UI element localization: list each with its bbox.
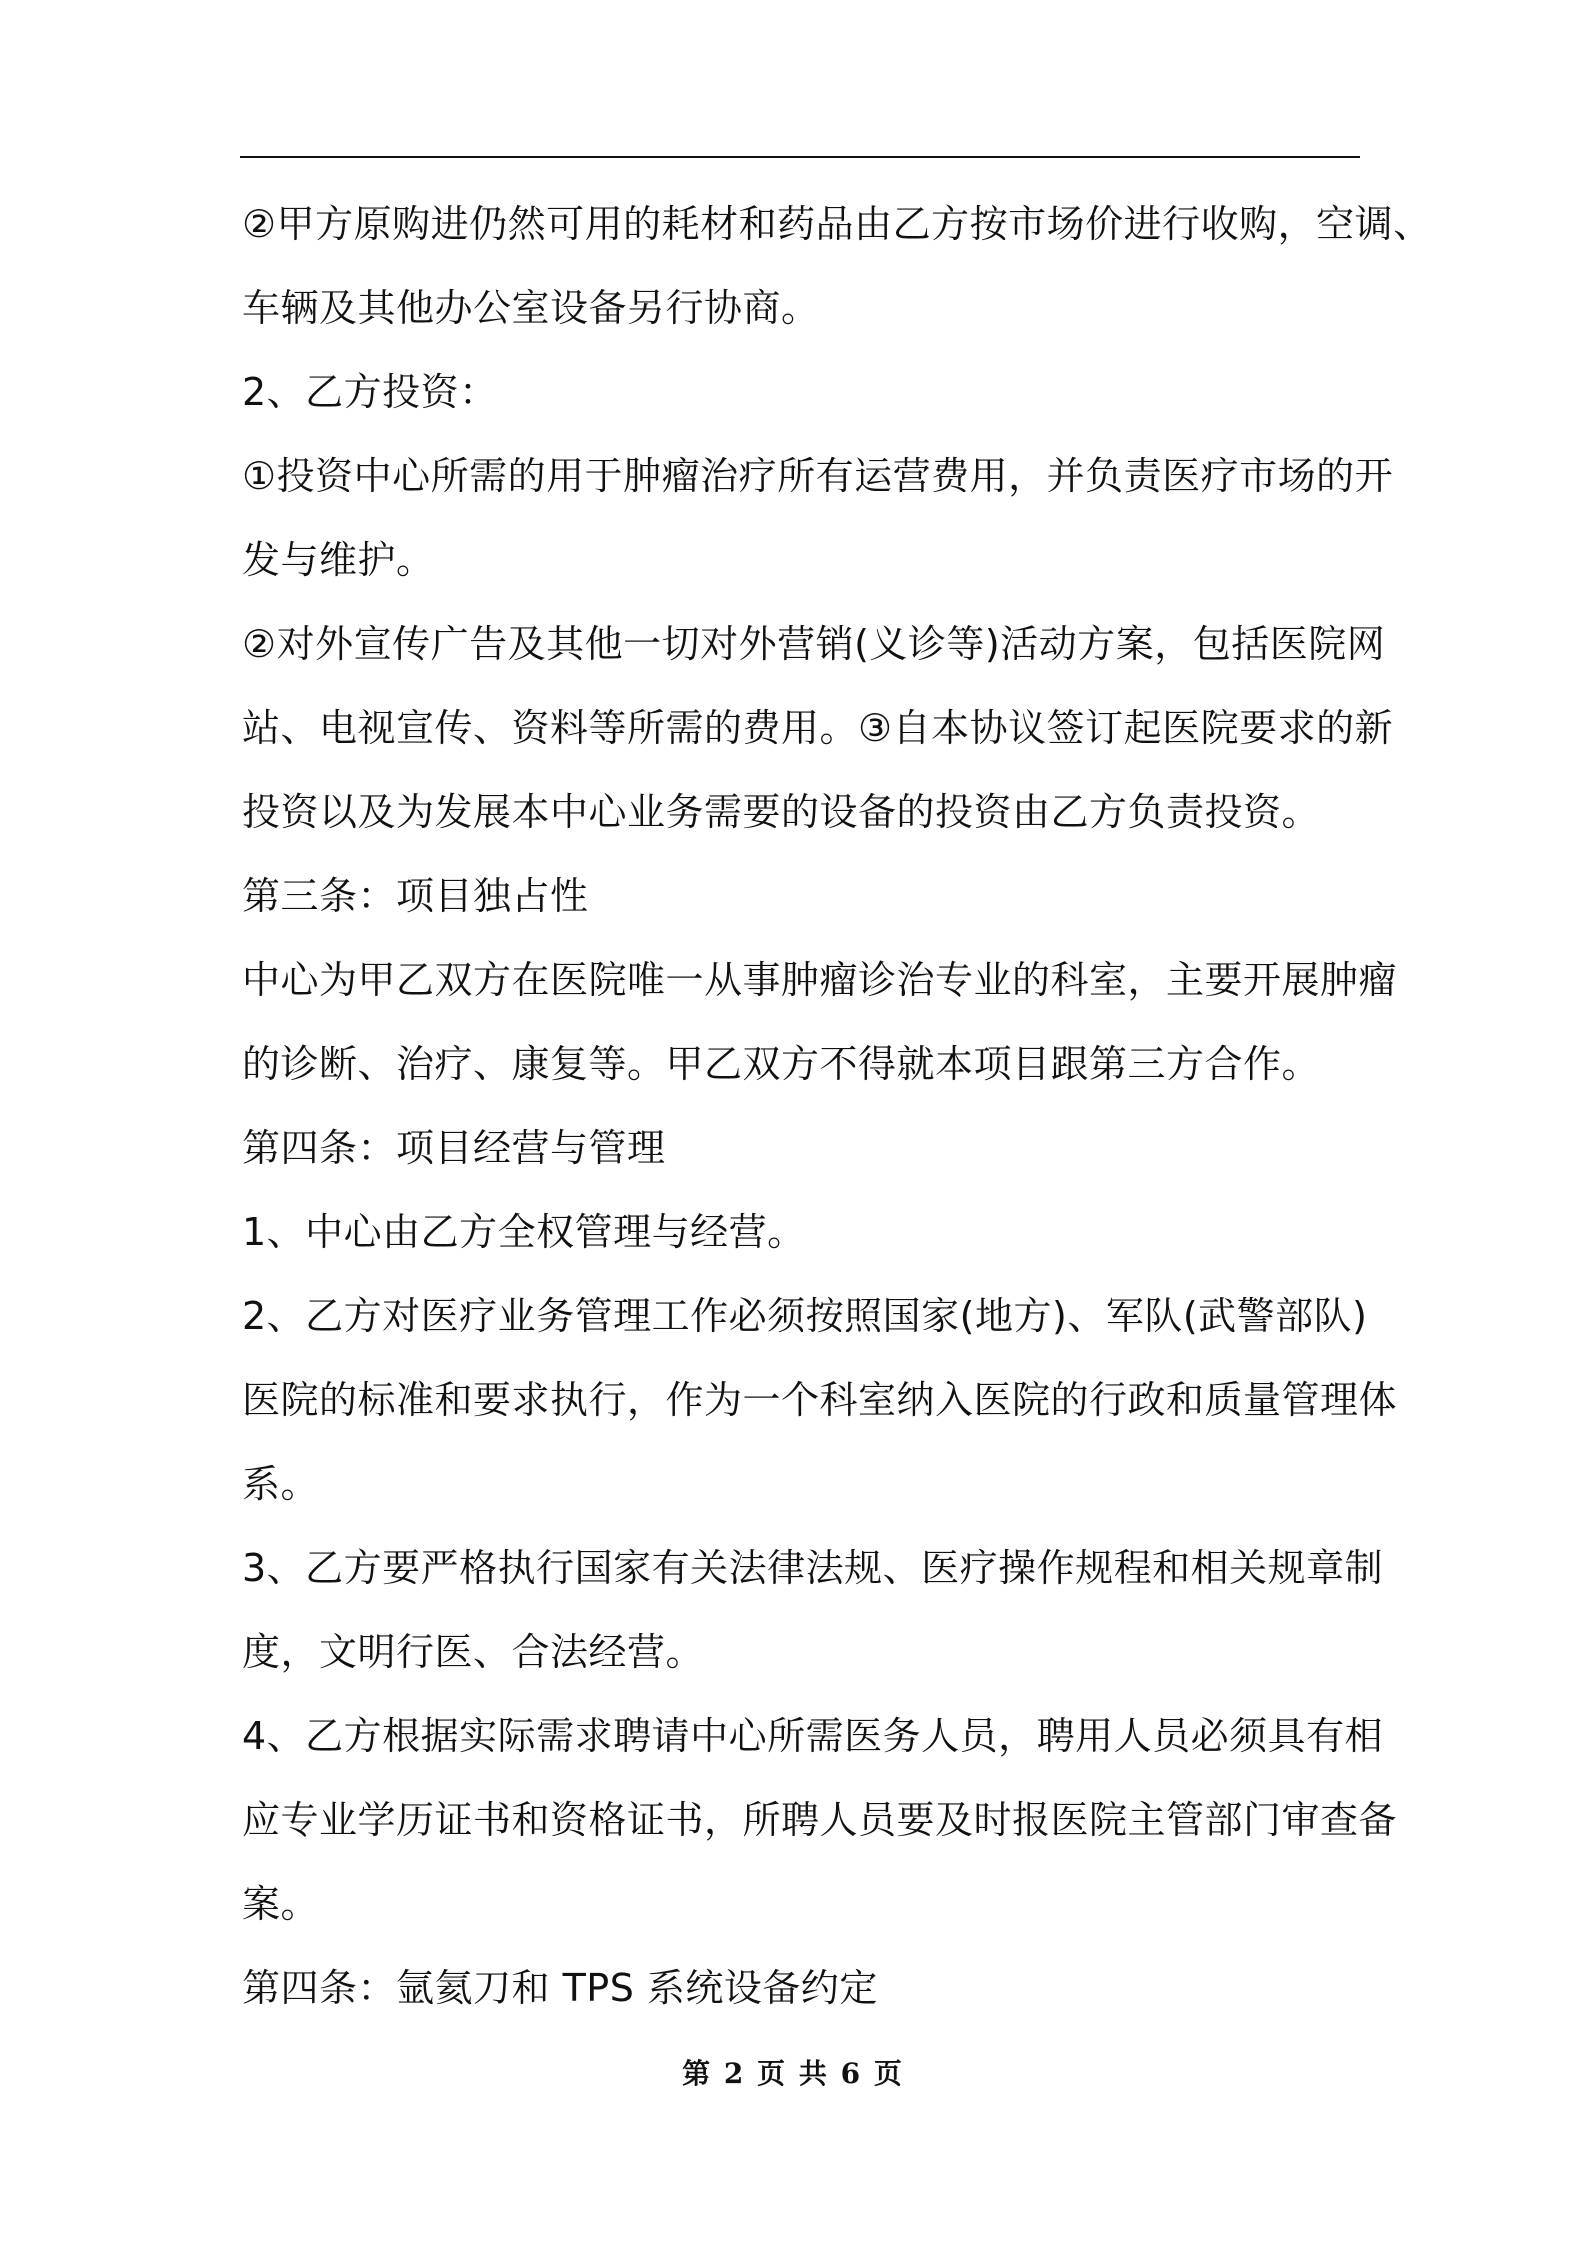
text-line: 车辆及其他办公室设备另行协商。 [242,286,820,330]
text-line: 案。 [242,1882,320,1926]
text-line: 系。 [242,1462,320,1506]
text-line: 度，文明行医、合法经营。 [242,1630,705,1674]
text-line: 发与维护。 [242,538,435,582]
text-line: 2、乙方对医疗业务管理工作必须按照国家(地方)、军队(武警部队) [242,1294,1368,1338]
page-number: 第 2 页 共 6 页 [682,2057,904,2090]
text-line: 1、中心由乙方全权管理与经营。 [242,1210,806,1254]
text-line: ①投资中心所需的用于肿瘤治疗所有运营费用，并负责医疗市场的开 [242,454,1394,498]
section-heading: 2、乙方投资： [242,370,498,414]
text-line: 投资以及为发展本中心业务需要的设备的投资由乙方负责投资。 [242,790,1321,834]
text-line: 3、乙方要严格执行国家有关法律法规、医疗操作规程和相关规章制 [242,1546,1384,1590]
text-line: 4、乙方根据实际需求聘请中心所需医务人员，聘用人员必须具有相 [242,1714,1384,1758]
text-line: 的诊断、治疗、康复等。甲乙双方不得就本项目跟第三方合作。 [242,1042,1321,1086]
document-body [242,182,1432,2030]
text-line: ②甲方原购进仍然可用的耗材和药品由乙方按市场价进行收购，空调、 [242,202,1432,246]
article-heading: 第三条：项目独占性 [242,874,589,918]
text-line: 站、电视宣传、资料等所需的费用。③自本协议签订起医院要求的新 [242,706,1394,750]
article-heading: 第四条：项目经营与管理 [242,1126,666,1170]
header-rule [240,156,1360,158]
text-line: 应专业学历证书和资格证书，所聘人员要及时报医院主管部门审查备 [242,1798,1398,1842]
article-heading: 第四条：氩氦刀和 TPS 系统设备约定 [242,1966,878,2010]
text-line: 中心为甲乙双方在医院唯一从事肿瘤诊治专业的科室，主要开展肿瘤 [242,958,1398,1002]
text-line: ②对外宣传广告及其他一切对外营销(义诊等)活动方案，包括医院网 [242,622,1386,666]
text-line: 医院的标准和要求执行，作为一个科室纳入医院的行政和质量管理体 [242,1378,1398,1422]
